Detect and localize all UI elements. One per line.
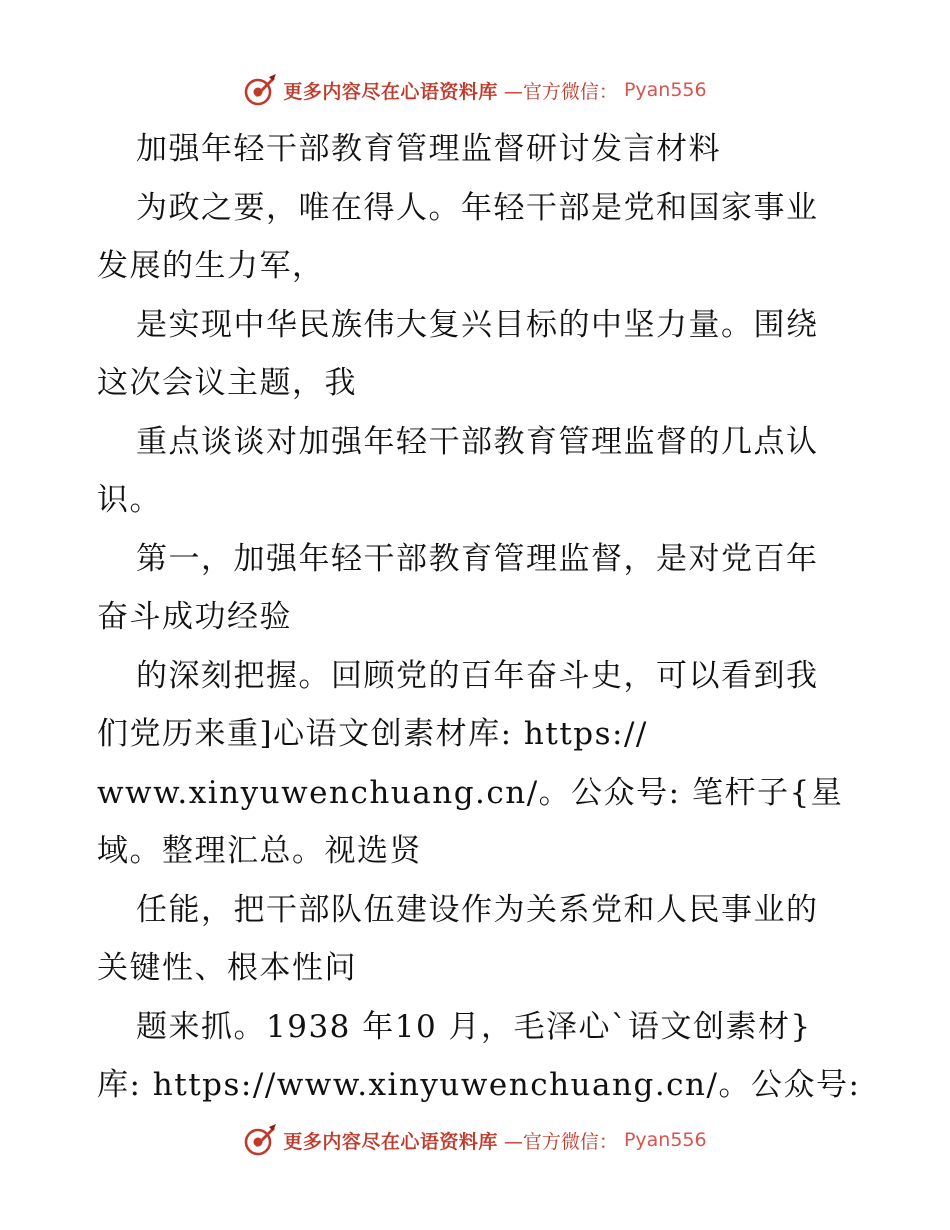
text-line: 重点谈谈对加强年轻干部教育管理监督的几点认 [136,423,819,460]
footer-watermark-banner [0,1120,950,1160]
text-line: 题来抓。1938 年10 月，毛泽心`语文创素材} [136,1008,812,1045]
text-line: www.xinyuwenchuang.cn/。公众号: 笔杆子{星 [97,774,844,811]
text-line: 加强年轻干部教育管理监督研讨发言材料 [136,131,721,167]
wechat-handle: Pyan556 [623,1129,707,1151]
text-line: 关键性、根本性问 [97,950,357,986]
text-line: 们党历来重]心语文创素材库: https:// [97,716,648,752]
text-line: 任能，把干部队伍建设作为关系党和人民事业的 [136,891,819,928]
quill-logo-icon [243,73,277,107]
text-line: 域。整理汇总。视选贤 [97,833,422,869]
text-line: 库: https://www.xinyuwenchuang.cn/。公众号: [97,1067,861,1103]
text-line: 发展的生力军， [97,248,325,284]
contact-label: —官方微信： [503,1130,618,1153]
text-line: 为政之要，唯在得人。年轻干部是党和国家事业 [136,189,819,226]
text-line: 这次会议主题，我 [97,365,357,401]
text-line: 识。 [97,482,162,518]
text-line: 第一，加强年轻干部教育管理监督，是对党百年 [136,540,819,577]
header-watermark-banner [0,70,950,110]
contact-label: —官方微信： [503,80,618,103]
document-body [97,120,861,1115]
promo-text: 更多内容尽在心语资料库 [283,1130,498,1153]
text-line: 是实现中华民族伟大复兴目标的中坚力量。围绕 [136,306,819,343]
quill-logo-icon [243,1123,277,1157]
text-line: 的深刻把握。回顾党的百年奋斗史，可以看到我 [136,657,819,694]
text-line: 奋斗成功经验 [97,599,292,635]
wechat-handle: Pyan556 [623,79,707,101]
promo-text: 更多内容尽在心语资料库 [283,80,498,103]
